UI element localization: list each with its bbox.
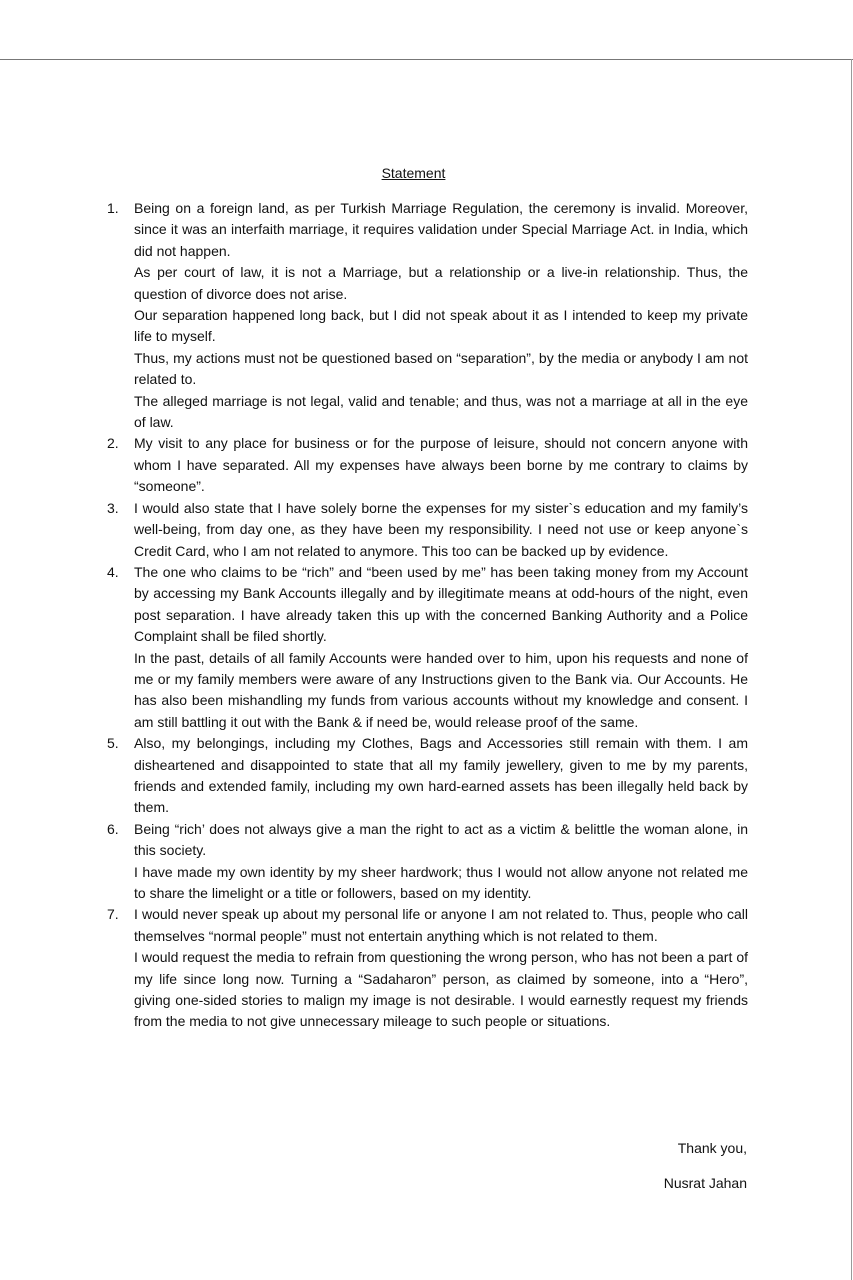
closing-line: Thank you, — [677, 1140, 747, 1156]
item-paragraph: The alleged marriage is not legal, valid and tenable; and thus, was not a marriage at all in the eye of law. — [134, 392, 748, 431]
document-title: Statement — [381, 165, 446, 181]
statement-list — [107, 198, 748, 1033]
page-right-border — [851, 59, 852, 1280]
list-item — [107, 433, 748, 497]
item-paragraph: I have made my own identity by my sheer hardwork; thus I would not allow anyone not related me to share the limelight or a title or followers, based on my identity. — [134, 863, 748, 901]
list-item — [107, 819, 748, 905]
item-paragraph: My visit to any place for business or for the purpose of leisure, should not concern anyone with whom I have separated. All my expenses have always been borne by me contrary to claims by “someone”. — [134, 435, 748, 495]
list-item — [107, 498, 748, 562]
item-number: 7. — [107, 906, 119, 923]
item-number: 4. — [107, 563, 119, 580]
item-paragraph: Also, my belongings, including my Clothes, Bags and Accessories still remain with them. I am disheartened and disappointed to state that all my family jewellery, given to me by my parents, friends and extended family, including my own hard-earned assets has been illegally held back by them. — [134, 735, 748, 816]
list-item — [107, 733, 748, 819]
item-paragraph: In the past, details of all family Accounts were handed over to him, upon his requests and none of me or my family members were aware of any Instructions given to the Bank via. Our Accounts. He has also been mishandling my funds from various accounts without my knowledge and consent. I am still battling it out with the Bank & if need be, would release proof of the same. — [134, 649, 748, 730]
list-item — [107, 904, 748, 1032]
item-number: 5. — [107, 735, 119, 752]
item-paragraph: As per court of law, it is not a Marriage, but a relationship or a live-in relationship. Thus, the question of divorce does not arise. — [134, 264, 748, 302]
item-number: 6. — [107, 820, 119, 837]
item-paragraph: I would request the media to refrain from questioning the wrong person, who has not been a part of my life since long now. Turning a “Sadaharon” person, as claimed by someone, into a “Hero”, giving one-sided stories to malign my image is not desirable. I would earnestly request my friends from the media to not give unnecessary mileage to such people or situations. — [134, 949, 748, 1030]
item-number: 3. — [107, 499, 119, 516]
item-paragraph: Thus, my actions must not be questioned based on “separation”, by the media or anybody I am not related to. — [134, 349, 748, 388]
page-top-border — [0, 59, 853, 60]
item-number: 2. — [107, 435, 119, 452]
item-paragraph: Our separation happened long back, but I did not speak about it as I intended to keep my private life to myself. — [134, 307, 748, 345]
list-item — [107, 198, 748, 433]
item-paragraph: The one who claims to be “rich” and “been used by me” has been taking money from my Account by accessing my Bank Accounts illegally and by illegitimate means at odd-hours of the night, even post separation. I have already taken this up with the concerned Banking Authority and a Police Complaint shall be filed shortly. — [134, 563, 748, 645]
item-paragraph: I would also state that I have solely borne the expenses for my sister`s education and my family’s well-being, from day one, as they have been my responsibility. I need not use or keep anyone`s Credit Card, who I am not related to anymore. This too can be backed up by evidence. — [134, 499, 748, 559]
item-paragraph: I would never speak up about my personal life or anyone I am not related to. Thus, people who call themselves “normal people” must not entertain anything which is not related to them. — [134, 906, 748, 944]
list-item — [107, 562, 748, 733]
signature-name: Nusrat Jahan — [663, 1175, 747, 1191]
item-paragraph: Being on a foreign land, as per Turkish Marriage Regulation, the ceremony is invalid. Moreover, since it was an interfaith marriage, it requires validation under Special Marriage Act. in India, which did not happen. — [134, 200, 748, 259]
item-paragraph: Being “rich’ does not always give a man the right to act as a victim & belittle the woman alone, in this society. — [134, 820, 748, 859]
item-number: 1. — [107, 200, 119, 216]
